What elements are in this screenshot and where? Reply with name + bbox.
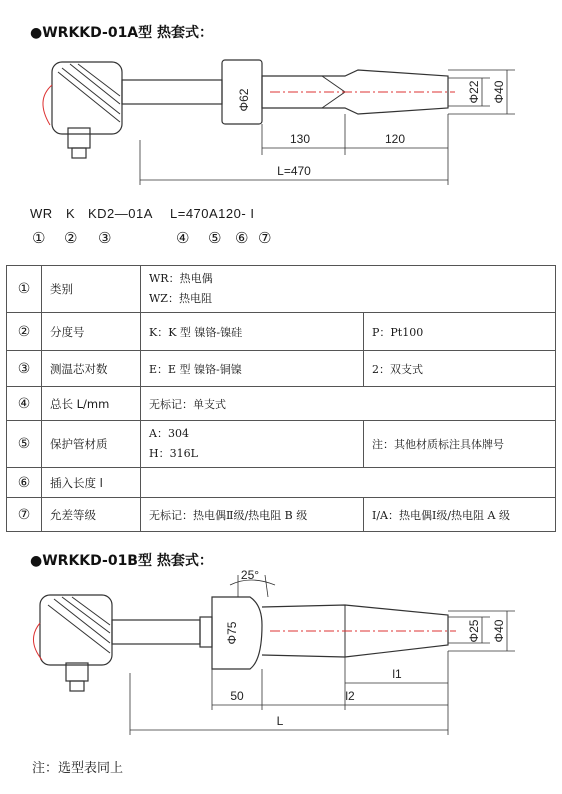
row-options: 无标记：热电偶Ⅱ级/热电阻 B 级 [141, 498, 364, 532]
drawing-01a [0, 40, 562, 190]
row-number: ⑤ [7, 421, 42, 468]
dim-len1: 130 [289, 132, 311, 146]
marker: ⑤ [208, 229, 222, 247]
dim-len2: 120 [384, 132, 406, 146]
neck-tube [112, 620, 200, 644]
table-row [7, 351, 556, 387]
row-name: 分度号 [42, 313, 141, 351]
section-b-title: ●WRKKD-01B型 热套式： [30, 553, 213, 569]
code-part: K [66, 206, 76, 221]
row-options-alt: 注：其他材质标注具体牌号 [364, 421, 556, 468]
row-options: WR：热电偶 WZ：热电阻 [141, 266, 556, 313]
row-options-alt: 2：双支式 [364, 351, 556, 387]
table-row [7, 387, 556, 421]
row-name: 总长 L/mm [42, 387, 141, 421]
junction-head [40, 595, 112, 665]
dim-angle: 25° [240, 568, 260, 582]
row-name: 保护管材质 [42, 421, 141, 468]
cable-gland [66, 663, 88, 681]
row-options: K：K 型 镍铬-镍硅 [141, 313, 364, 351]
row-number: ④ [7, 387, 42, 421]
row-number: ⑦ [7, 498, 42, 532]
dim-tip-dia2: Φ40 [492, 619, 506, 643]
table-row [7, 313, 556, 351]
table-row [7, 468, 556, 498]
marker: ⑥ [235, 229, 249, 247]
row-name: 插入长度 l [42, 468, 141, 498]
footnote: 注：选型表同上 [32, 761, 124, 776]
row-number: ③ [7, 351, 42, 387]
row-options: 无标记：单支式 [141, 387, 556, 421]
row-options-alt: Ⅰ/A：热电偶Ⅰ级/热电阻 A 级 [364, 498, 556, 532]
marker: ③ [98, 229, 112, 247]
dim-total: L=470 [277, 164, 311, 178]
code-part: KD2—01A [88, 206, 153, 221]
junction-head [52, 62, 122, 134]
section-a-title: ●WRKKD-01A型 热套式： [30, 25, 214, 41]
cable-gland [68, 128, 90, 148]
neck-tube [122, 80, 222, 104]
dim-l2: l2 [345, 689, 355, 703]
row-options-alt: P：Pt100 [364, 313, 556, 351]
row-options: E：E 型 镍铬-铜镍 [141, 351, 364, 387]
dim-total: L [276, 714, 284, 728]
marker: ② [64, 229, 78, 247]
dim-tip-dia1: Φ22 [467, 80, 481, 104]
row-options [141, 468, 556, 498]
spec-table [6, 265, 556, 532]
table-row [7, 498, 556, 532]
code-part: L=470A120- I [170, 206, 255, 221]
dim-tip-dia2: Φ40 [492, 80, 506, 104]
dim-l1: l1 [392, 667, 402, 681]
row-options: A：304 H：316L [141, 421, 364, 468]
dim-tip-dia1: Φ25 [467, 619, 481, 643]
marker: ① [32, 229, 46, 247]
dim-head-dia: Φ75 [225, 621, 239, 645]
row-number: ① [7, 266, 42, 313]
table-row [7, 421, 556, 468]
dim-head-dia: Φ62 [237, 88, 251, 112]
code-part: WR [30, 206, 53, 221]
row-name: 允差等级 [42, 498, 141, 532]
row-number: ② [7, 313, 42, 351]
row-name: 类别 [42, 266, 141, 313]
marker: ⑦ [258, 229, 272, 247]
dim-len1: 50 [230, 689, 244, 703]
drawing-01b [0, 565, 562, 740]
row-number: ⑥ [7, 468, 42, 498]
row-name: 测温芯对数 [42, 351, 141, 387]
marker: ④ [176, 229, 190, 247]
table-row [7, 266, 556, 313]
